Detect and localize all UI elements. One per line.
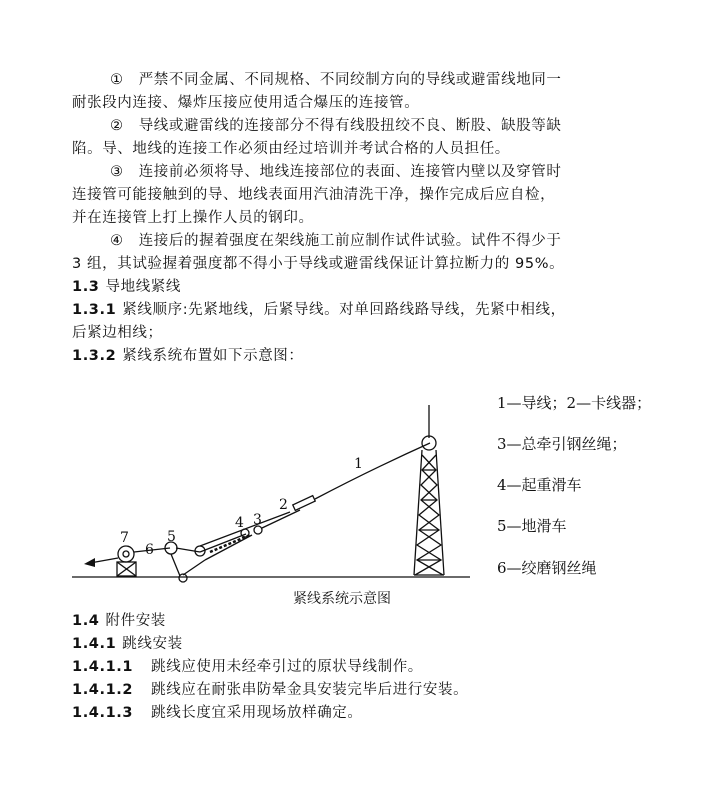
legend-item-5: 6—绞磨钢丝绳 xyxy=(497,559,597,577)
cable-clamp xyxy=(293,496,315,511)
section-1-4-1-3 xyxy=(72,703,363,723)
diagram-caption: 紧线系统示意图 xyxy=(293,591,391,607)
para2-line1: ② 导线或避雷线的连接部分不得有线股扭绞不良、断股、缺股等缺 xyxy=(110,118,562,134)
section-title: 跳线安装 xyxy=(122,636,183,652)
section-1-4 xyxy=(72,611,166,631)
section-1-3-1-cont: 后紧边相线； xyxy=(72,325,163,341)
para3-line1: ③ 连接前必须将导、地线连接部位的表面、连接管内壁以及穿管时 xyxy=(110,164,562,180)
section-1-4-1-2 xyxy=(72,680,468,700)
para3-line2: 连接管可能接触到的导、地线表面用汽油清洗干净，操作完成后应自检， xyxy=(72,187,556,203)
section-title: 附件安装 xyxy=(105,613,166,629)
section-number: 1.4.1.2 xyxy=(72,682,134,698)
para1-line1: ① 严禁不同金属、不同规格、不同绞制方向的导线或避雷线地同一 xyxy=(110,72,562,88)
conductor-line xyxy=(315,443,430,499)
para4-line2: 3 组，其试验握着强度都不得小于导线或避雷线保证计算拉断力的 95%。 xyxy=(72,256,565,272)
label-7: 7 xyxy=(120,530,129,546)
para3-line3: 并在连接管上打上操作人员的钢印。 xyxy=(72,210,314,226)
legend-item-4: 5—地滑车 xyxy=(497,517,567,535)
section-number: 1.4.1.3 xyxy=(72,705,134,721)
label-4: 4 xyxy=(235,515,244,531)
section-text: 跳线应使用未经牵引过的原状导线制作。 xyxy=(151,659,423,675)
ground-anchor xyxy=(179,574,187,582)
label-1: 1 xyxy=(354,456,363,472)
section-number: 1.4 xyxy=(72,613,100,629)
section-1-4-1 xyxy=(72,634,183,654)
label-5: 5 xyxy=(167,529,176,545)
para1-line2: 耐张段内连接、爆炸压接应使用适合爆压的连接管。 xyxy=(72,95,420,111)
legend-item-2: 3—总牵引钢丝绳； xyxy=(497,435,627,453)
section-number: 1.3 xyxy=(72,279,100,295)
label-2: 2 xyxy=(279,497,288,513)
section-number: 1.4.1.1 xyxy=(72,659,134,675)
legend-item-1: 1—导线；2—卡线器； xyxy=(497,394,652,412)
section-text: 紧线顺序:先紧地线，后紧导线。对单回路线路导线，先紧中相线， xyxy=(122,302,566,318)
para2-line2: 陷。导、地线的连接工作必须由经过培训并考试合格的人员担任。 xyxy=(72,141,510,157)
section-number: 1.3.2 xyxy=(72,348,117,364)
section-text: 跳线应在耐张串防晕金具安装完毕后进行安装。 xyxy=(151,682,469,698)
legend-item-3: 4—起重滑车 xyxy=(497,476,582,494)
label-6: 6 xyxy=(145,542,154,558)
winch-hub xyxy=(123,551,129,557)
winch-drum xyxy=(118,546,134,562)
section-1-4-1-1 xyxy=(72,657,423,677)
section-title: 导地线紧线 xyxy=(105,279,181,295)
section-number: 1.4.1 xyxy=(72,636,117,652)
section-text: 跳线长度宜采用现场放样确定。 xyxy=(151,705,363,721)
transmission-tower xyxy=(414,405,444,575)
label-3: 3 xyxy=(253,512,262,528)
arrow-head xyxy=(84,558,95,567)
section-number: 1.3.1 xyxy=(72,302,117,318)
para4-line1: ④ 连接后的握着强度在架线施工前应制作试件试验。试件不得少于 xyxy=(110,233,562,249)
section-text: 紧线系统布置如下示意图： xyxy=(122,348,304,364)
